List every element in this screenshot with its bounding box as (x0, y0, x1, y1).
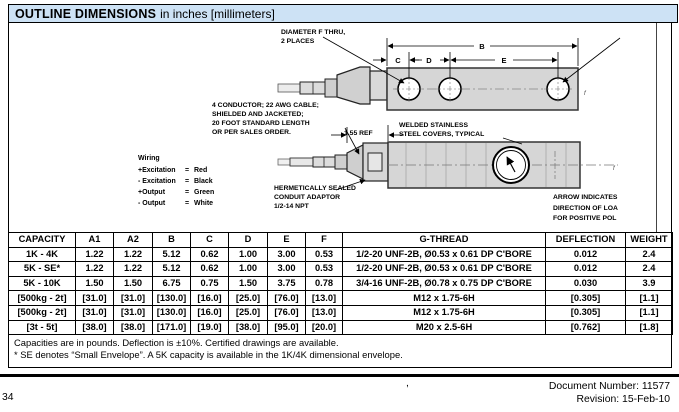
section-header (8, 4, 678, 23)
cell: [130.0] (153, 305, 191, 320)
side-view-cable-assembly (278, 143, 388, 181)
footnote-se: * SE denotes “Small Envelope”. A 5K capacity is available in the 1K/4K dimensional envelope. (14, 349, 403, 360)
footer-rule (0, 374, 679, 377)
centerline-f-mark-side: f (613, 166, 615, 172)
cell: [31.0] (76, 305, 114, 320)
cell: [38.0] (229, 320, 268, 335)
cell: 1.22 (114, 262, 153, 277)
col-weight: WEIGHT (626, 233, 673, 248)
revision: Revision: 15-Feb-10 (576, 394, 670, 405)
cell: [95.0] (268, 320, 306, 335)
frame-bottom-border (8, 367, 672, 368)
col-deflection: DEFLECTION (546, 233, 626, 248)
cell: [1.8] (626, 320, 673, 335)
conduit-adaptor-cone (347, 145, 363, 179)
document-number: Document Number: 11577 (548, 381, 670, 392)
cell: [19.0] (191, 320, 229, 335)
footnote-capacities: Capacities are in pounds. Deflection is ±10%. Certified drawings are available. (14, 337, 339, 348)
table-row (9, 262, 673, 277)
cell: 2.4 (626, 262, 673, 277)
col-e: E (268, 233, 306, 248)
cell: 5.12 (153, 247, 191, 262)
cell: 1.00 (229, 247, 268, 262)
cell: [13.0] (306, 291, 343, 306)
wiring-legend (138, 153, 214, 209)
wiring-row-output-minus: - Output = White (138, 200, 214, 207)
cell: [171.0] (153, 320, 191, 335)
cell: 0.75 (191, 276, 229, 291)
cell: [16.0] (191, 291, 229, 306)
page-title: OUTLINE DIMENSIONS (15, 6, 157, 21)
cell: 1/2-20 UNF-2B, Ø0.53 x 0.61 DP C'BORE (343, 247, 546, 262)
cell: 1.50 (229, 276, 268, 291)
cell: 2.4 (626, 247, 673, 262)
cell: [31.0] (114, 291, 153, 306)
page-title-units: in inches [millimeters] (160, 6, 275, 21)
cell: 0.53 (306, 262, 343, 277)
footer-comma: , (406, 378, 409, 389)
cell: 1.22 (114, 247, 153, 262)
callout-hermetic-adaptor: HERMETICALLY SEALED CONDUIT ADAPTOR 1/2-14 NPT (274, 185, 356, 210)
cell: [25.0] (229, 291, 268, 306)
col-b: B (153, 233, 191, 248)
cell: 1.00 (229, 262, 268, 277)
table-row (9, 291, 673, 306)
dim-label-d: D (426, 56, 432, 65)
cell: [3t - 5t] (9, 320, 76, 335)
cell: M12 x 1.75-6H (343, 291, 546, 306)
cell: [0.305] (546, 305, 626, 320)
cell: M12 x 1.75-6H (343, 305, 546, 320)
cell: [1.1] (626, 291, 673, 306)
cell: [500kg - 2t] (9, 305, 76, 320)
cell: M20 x 2.5-6H (343, 320, 546, 335)
dimension-table (8, 232, 673, 335)
cell: 3.9 (626, 276, 673, 291)
cell: 5K - SE* (9, 262, 76, 277)
top-view-body (387, 68, 578, 110)
cell: 1K - 4K (9, 247, 76, 262)
table-header-row (9, 233, 673, 248)
cell: [38.0] (76, 320, 114, 335)
cell: 5K - 10K (9, 276, 76, 291)
wiring-title: Wiring (138, 155, 160, 162)
cell: [130.0] (153, 291, 191, 306)
cell: 1/2-20 UNF-2B, Ø0.53 x 0.61 DP C'BORE (343, 262, 546, 277)
side-view-body (388, 142, 618, 188)
cell: 1.50 (76, 276, 114, 291)
cell: 1.22 (76, 247, 114, 262)
wiring-row-output-plus: +Output = Green (138, 189, 215, 196)
col-d: D (229, 233, 268, 248)
cell: [13.0] (306, 305, 343, 320)
top-view-cable-assembly (278, 67, 387, 104)
cell: [0.762] (546, 320, 626, 335)
cell: 3/4-16 UNF-2B, Ø0.78 x 0.75 DP C'BORE (343, 276, 546, 291)
table-row (9, 305, 673, 320)
cell: [20.0] (306, 320, 343, 335)
col-capacity: CAPACITY (9, 233, 76, 248)
cell: [76.0] (268, 305, 306, 320)
col-c: C (191, 233, 229, 248)
cell: 0.62 (191, 247, 229, 262)
dim-label-c: C (395, 56, 401, 65)
cell: 0.012 (546, 262, 626, 277)
table-row (9, 247, 673, 262)
col-f: F (306, 233, 343, 248)
callout-load-direction: ARROW INDICATES DIRECTION OF LOA FOR POSITIVE POL (553, 194, 618, 222)
wiring-row-excitation-minus: - Excitation = Black (138, 178, 213, 185)
cell: 0.012 (546, 247, 626, 262)
cell: [1.1] (626, 305, 673, 320)
dim-label-e: E (501, 56, 507, 65)
cell: 0.62 (191, 262, 229, 277)
cell: [500kg - 2t] (9, 291, 76, 306)
cell: 3.00 (268, 247, 306, 262)
cell: 6.75 (153, 276, 191, 291)
centerline-f-mark-top: f (584, 91, 586, 97)
cell: 0.78 (306, 276, 343, 291)
cell: [31.0] (76, 291, 114, 306)
cell: 0.030 (546, 276, 626, 291)
page-number: 34 (2, 392, 14, 403)
cell: 1.22 (76, 262, 114, 277)
table-footnotes (14, 337, 664, 361)
cell: [25.0] (229, 305, 268, 320)
dim-label-b: B (479, 42, 485, 51)
cell: [0.305] (546, 291, 626, 306)
cell: 1.50 (114, 276, 153, 291)
callout-welded-covers: WELDED STAINLESS STEEL COVERS, TYPICAL (399, 122, 485, 138)
cell: [76.0] (268, 291, 306, 306)
callout-diameter-f: DIAMETER F THRU, 2 PLACES (281, 29, 346, 45)
cell: [16.0] (191, 305, 229, 320)
document-info (549, 380, 670, 406)
callout-cable: 4 CONDUCTOR; 22 AWG CABLE; SHIELDED AND JACKETED; 20 FOOT STANDARD LENGTH OR PER SALES ORDER. (212, 102, 319, 136)
col-g-thread: G-THREAD (343, 233, 546, 248)
cell: 5.12 (153, 262, 191, 277)
cell: [31.0] (114, 305, 153, 320)
callout-155-ref: 1.55 REF (344, 130, 373, 137)
col-a2: A2 (114, 233, 153, 248)
cell: [38.0] (114, 320, 153, 335)
table-row (9, 276, 673, 291)
col-a1: A1 (76, 233, 114, 248)
wiring-row-excitation-plus: +Excitation = Red (138, 167, 208, 174)
cell: 3.00 (268, 262, 306, 277)
table-row (9, 320, 673, 335)
cell: 0.53 (306, 247, 343, 262)
cell: 3.75 (268, 276, 306, 291)
